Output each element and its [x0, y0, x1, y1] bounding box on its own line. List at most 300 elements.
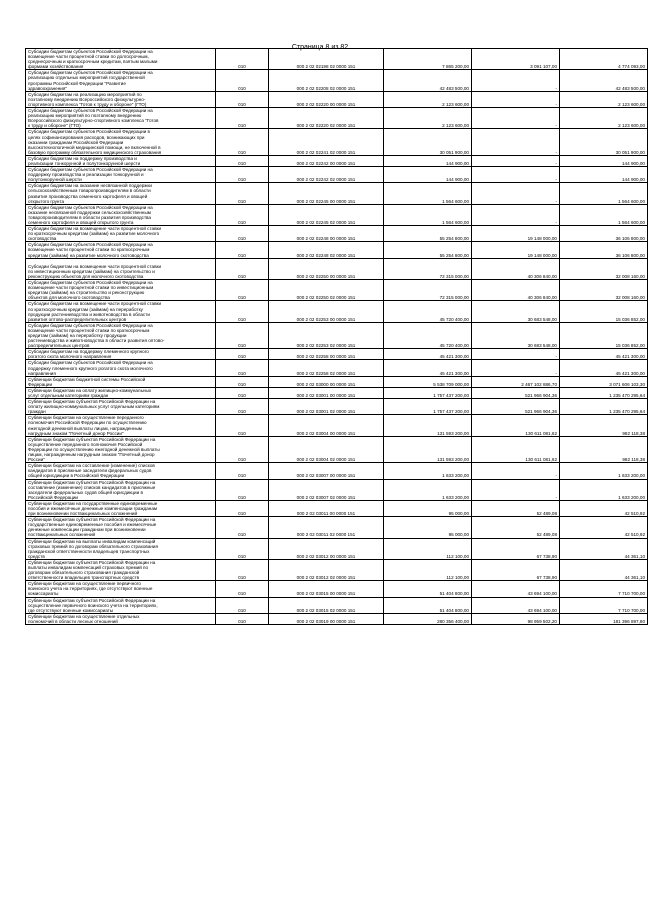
row-approved-amount-text: 45 421 300,00	[439, 370, 469, 376]
row-budget-code-text: 000 2 02 02245 02 0000 151	[296, 220, 356, 225]
row-budget-code-text: 000 2 02 02253 02 0000 151	[296, 343, 356, 349]
row-name-text: Субсидии бюджетам на возмещение части процентной ставки по инвестиционным кредитам (займам) на строительство и реконструкцию объектов для молочного скотоводства	[28, 263, 162, 279]
row-budget-code-cell	[269, 226, 384, 242]
row-admin-code-text: 010	[238, 177, 246, 183]
table-row	[26, 349, 648, 360]
row-approved-amount-text: 5 538 709 000,00	[433, 381, 469, 387]
row-approved-amount-text: 72 315 000,00	[439, 295, 469, 301]
row-unexecuted-amount-cell	[560, 517, 648, 538]
row-name-cell	[26, 479, 216, 500]
row-name-cell	[26, 49, 216, 70]
row-budget-code-cell	[269, 360, 384, 376]
row-budget-code-cell	[269, 415, 384, 436]
row-budget-code-text: 000 2 02 03004 00 0000 151	[296, 430, 356, 436]
row-approved-amount-cell	[384, 322, 472, 348]
row-budget-code-text: 000 2 02 03001 02 0000 151	[296, 409, 356, 415]
row-admin-code-cell	[216, 280, 269, 301]
table-body	[26, 49, 648, 625]
row-admin-code-text: 010	[238, 101, 246, 107]
row-name-cell	[26, 376, 216, 387]
row-name-text: Субвенции бюджетам субъектов Российской Федерации на государственные единовременные пособия и ежемесячные денежные компенсации гражданам при возникновении поствакцинальных осложнений	[28, 517, 157, 538]
row-name-cell	[26, 322, 216, 348]
row-unexecuted-amount-text: 1 235 470 295,64	[609, 393, 645, 398]
table-row	[26, 226, 648, 242]
row-unexecuted-amount-text: 181 396 897,80	[613, 618, 645, 624]
row-unexecuted-amount-cell	[560, 479, 648, 500]
row-admin-code-text: 010	[238, 85, 246, 91]
row-executed-amount-text: 40 306 840,00	[527, 273, 557, 279]
row-executed-amount-cell	[472, 129, 560, 155]
row-budget-code-cell	[269, 613, 384, 624]
row-budget-code-text: 000 2 02 03001 00 0000 151	[296, 393, 356, 398]
row-name-text: Субсидии бюджетам субъектов Российской Федерации на возмещение части процентной ставки по краткосрочным кредитам (займам) на развитие молочного скотоводства	[28, 242, 153, 258]
row-unexecuted-amount-text: 30 051 900,00	[615, 149, 645, 155]
row-approved-amount-cell	[384, 349, 472, 360]
row-approved-amount-cell	[384, 129, 472, 155]
row-unexecuted-amount-cell	[560, 301, 648, 322]
row-budget-code-text: 000 2 02 03004 02 0000 151	[296, 457, 356, 463]
row-name-cell	[26, 387, 216, 398]
row-admin-code-cell	[216, 479, 269, 500]
row-unexecuted-amount-text: 44 361,10	[624, 553, 645, 559]
row-name-text: Субвенции бюджетам на осуществление переданного полномочия Российской Федерации по осуществлению ежегодной денежной выплаты лицам, награжденным нагрудным знаком "Почетный донор России"	[28, 415, 147, 436]
row-approved-amount-text: 131 593 200,00	[437, 457, 469, 463]
row-admin-code-cell	[216, 376, 269, 387]
row-admin-code-cell	[216, 360, 269, 376]
row-admin-code-cell	[216, 301, 269, 322]
row-admin-code-text: 010	[238, 64, 246, 70]
row-admin-code-cell	[216, 204, 269, 225]
table-row	[26, 399, 648, 415]
table-row	[26, 108, 648, 129]
budget-revenue-table	[25, 48, 648, 625]
table-row	[26, 49, 648, 70]
row-budget-code-text: 000 2 02 03012 02 0000 151	[296, 575, 356, 581]
row-unexecuted-amount-cell	[560, 108, 648, 129]
row-executed-amount-cell	[472, 613, 560, 624]
row-budget-code-cell	[269, 183, 384, 204]
row-name-text: Субсидии бюджетам на поддержку производства и реализации тонкорунной и полутонкорунной шерсти	[28, 155, 141, 166]
row-budget-code-cell	[269, 559, 384, 580]
row-unexecuted-amount-cell	[560, 49, 648, 70]
row-admin-code-text: 010	[238, 343, 246, 349]
row-unexecuted-amount-cell	[560, 167, 648, 183]
row-approved-amount-cell	[384, 280, 472, 301]
row-unexecuted-amount-cell	[560, 463, 648, 479]
row-name-cell	[26, 436, 216, 462]
row-executed-amount-cell	[472, 360, 560, 376]
row-approved-amount-text: 45 720 400,00	[439, 343, 469, 349]
row-name-text: Субсидии бюджетам субъектов Российской Федерации на реализацию отдельных мероприятий государственной программы Российской Федерации "Развитие здравоохранения"	[28, 70, 153, 91]
row-name-cell	[26, 226, 216, 242]
row-admin-code-text: 010	[238, 618, 246, 624]
row-admin-code-cell	[216, 226, 269, 242]
row-executed-amount-text: -	[555, 473, 557, 479]
row-budget-code-cell	[269, 70, 384, 91]
row-unexecuted-amount-text: 4 774 093,00	[618, 64, 645, 70]
row-admin-code-text: 010	[238, 354, 246, 360]
table-row	[26, 479, 648, 500]
row-approved-amount-cell	[384, 415, 472, 436]
table-row	[26, 167, 648, 183]
row-executed-amount-text: 67 738,90	[536, 575, 557, 581]
row-name-text: Субсидии бюджетам субъектов Российской Федерации на возмещение части процентной ставки по краткосрочным кредитам (займам) на переработку продукции растениеводства и животноводства в области развития оптово- распределительных центров	[28, 322, 165, 349]
row-unexecuted-amount-cell	[560, 376, 648, 387]
row-budget-code-cell	[269, 167, 384, 183]
row-executed-amount-cell	[472, 280, 560, 301]
row-unexecuted-amount-text: 45 421 300,00	[615, 354, 645, 360]
row-unexecuted-amount-cell	[560, 387, 648, 398]
row-approved-amount-text: 144 900,00	[446, 177, 469, 183]
row-approved-amount-cell	[384, 463, 472, 479]
row-unexecuted-amount-text: 1 633 200,00	[618, 473, 645, 479]
row-name-cell	[26, 360, 216, 376]
row-approved-amount-text: 51 404 800,00	[439, 607, 469, 613]
row-budget-code-cell	[269, 91, 384, 107]
row-executed-amount-text: 98 959 502,20	[527, 618, 557, 624]
row-admin-code-text: 010	[238, 553, 246, 559]
row-name-cell	[26, 108, 216, 129]
row-admin-code-cell	[216, 70, 269, 91]
table-row	[26, 387, 648, 398]
row-unexecuted-amount-cell	[560, 581, 648, 597]
row-name-text: Субсидии бюджетам субъектов Российской Федерации на оказание несвязанной поддержки сельскохозяйственным товаропроизводителям в области развития производства семенного картофеля и овощей открытого грунта	[28, 204, 153, 225]
row-approved-amount-text: 72 315 000,00	[439, 273, 469, 279]
row-name-cell	[26, 349, 216, 360]
row-approved-amount-cell	[384, 500, 472, 516]
row-admin-code-cell	[216, 613, 269, 624]
row-budget-code-cell	[269, 280, 384, 301]
row-unexecuted-amount-text: 36 106 800,00	[615, 236, 645, 242]
row-name-cell	[26, 204, 216, 225]
row-executed-amount-cell	[472, 322, 560, 348]
row-approved-amount-text: 112 100,00	[446, 575, 469, 581]
row-executed-amount-cell	[472, 49, 560, 70]
row-executed-amount-text: -	[555, 370, 557, 376]
row-executed-amount-cell	[472, 538, 560, 559]
row-executed-amount-text: 30 683 548,00	[527, 316, 557, 322]
row-budget-code-text: 000 2 02 02220 00 0000 151	[296, 101, 356, 107]
row-budget-code-text: 000 2 02 02242 00 0000 151	[296, 160, 356, 166]
row-unexecuted-amount-text: 1 633 200,00	[618, 494, 645, 500]
row-approved-amount-text: 2 123 600,00	[442, 123, 469, 129]
row-approved-amount-text: 7 865 200,00	[442, 64, 469, 70]
row-unexecuted-amount-text: 45 421 300,00	[615, 370, 645, 376]
row-name-text: Субвенции бюджетам субъектов Российской Федерации на осуществление первичного воинского учета на территориях, где отсутствуют военные комиссариаты	[28, 597, 158, 613]
row-approved-amount-cell	[384, 204, 472, 225]
row-admin-code-text: 010	[238, 457, 246, 463]
row-unexecuted-amount-text: 144 900,00	[622, 177, 645, 183]
row-executed-amount-cell	[472, 108, 560, 129]
row-admin-code-cell	[216, 322, 269, 348]
row-executed-amount-cell	[472, 349, 560, 360]
row-admin-code-text: 010	[238, 575, 246, 581]
row-name-text: Субсидии бюджетам субъектов Российской Федерации на возмещение части процентной ставки по долгосрочным, среднесрочным и краткосрочным кредитам, взятым малыми формами хозяйствования	[28, 49, 158, 70]
row-executed-amount-text: 52 489,08	[536, 511, 557, 517]
row-approved-amount-text: 2 123 600,00	[442, 101, 469, 107]
row-approved-amount-cell	[384, 597, 472, 613]
row-name-text: Субсидии бюджетам на поддержку племенного крупного рогатого скота молочного направления	[28, 349, 149, 360]
row-approved-amount-text: 45 421 300,00	[439, 354, 469, 360]
row-unexecuted-amount-text: 1 564 600,00	[618, 220, 645, 225]
row-budget-code-text: 000 2 02 02220 02 0000 151	[296, 123, 356, 129]
row-name-cell	[26, 129, 216, 155]
row-name-cell	[26, 70, 216, 91]
row-budget-code-cell	[269, 479, 384, 500]
table-row	[26, 613, 648, 624]
row-admin-code-cell	[216, 399, 269, 415]
row-admin-code-text: 010	[238, 591, 246, 597]
row-admin-code-text: 010	[238, 409, 246, 415]
row-admin-code-text: 010	[238, 473, 246, 479]
row-approved-amount-cell	[384, 226, 472, 242]
table-row	[26, 70, 648, 91]
row-name-text: Субсидии бюджетам на возмещение части процентной ставки по краткосрочным кредитам (займам) на развитие молочного скотоводства	[28, 226, 162, 242]
row-approved-amount-cell	[384, 258, 472, 279]
row-admin-code-text: 010	[238, 494, 246, 500]
row-unexecuted-amount-text: 15 036 852,00	[615, 343, 645, 349]
row-executed-amount-cell	[472, 167, 560, 183]
table-row	[26, 538, 648, 559]
row-unexecuted-amount-text: 2 123 600,00	[618, 101, 645, 107]
row-name-text: Субвенции бюджетам на государственные единовременные пособия и ежемесячные денежные компенсации гражданам при возникновении поствакцинальных осложнений	[28, 500, 158, 517]
row-admin-code-cell	[216, 258, 269, 279]
row-executed-amount-cell	[472, 463, 560, 479]
row-budget-code-text: 000 2 02 03019 00 0000 151	[296, 618, 356, 624]
row-budget-code-cell	[269, 155, 384, 166]
row-approved-amount-text: 55 254 800,00	[439, 236, 469, 242]
row-admin-code-cell	[216, 538, 269, 559]
row-executed-amount-text: -	[555, 123, 557, 129]
row-name-cell	[26, 597, 216, 613]
row-admin-code-text: 010	[238, 607, 246, 613]
row-approved-amount-text: 1 633 200,00	[442, 494, 469, 500]
row-budget-code-text: 000 2 02 02248 00 0000 151	[296, 236, 356, 242]
row-approved-amount-text: 55 254 800,00	[439, 252, 469, 258]
row-admin-code-text: 010	[238, 295, 246, 301]
row-name-text: Субвенции бюджетам субъектов Российской Федерации на выплаты инвалидам компенсаций страховых премий по договорам обязательного страхования гражданской ответственности владельцев транспортных средств	[28, 559, 156, 581]
row-approved-amount-cell	[384, 479, 472, 500]
row-unexecuted-amount-cell	[560, 322, 648, 348]
row-unexecuted-amount-text: 1 564 600,00	[618, 198, 645, 204]
row-name-text: Субвенции бюджетам бюджетной системы Российской Федерации	[28, 376, 146, 387]
row-executed-amount-text: 2 467 102 886,70	[521, 381, 557, 387]
row-budget-code-text: 000 2 02 03007 00 0000 151	[296, 473, 356, 479]
row-approved-amount-cell	[384, 301, 472, 322]
table-row	[26, 242, 648, 258]
row-budget-code-text: 000 2 02 02208 02 0000 151	[296, 85, 356, 91]
row-admin-code-cell	[216, 108, 269, 129]
row-unexecuted-amount-cell	[560, 559, 648, 580]
row-unexecuted-amount-cell	[560, 183, 648, 204]
table-row	[26, 463, 648, 479]
row-name-cell	[26, 183, 216, 204]
row-approved-amount-cell	[384, 581, 472, 597]
row-name-cell	[26, 463, 216, 479]
row-name-text: Субсидии бюджетам на реализацию мероприятий по поэтапному внедрению Всероссийского физкультурно- спортивного комплекса "Готов к труду и обороне" (ГТО)	[28, 91, 147, 107]
row-budget-code-cell	[269, 538, 384, 559]
row-name-cell	[26, 167, 216, 183]
row-admin-code-text: 010	[238, 220, 246, 225]
row-admin-code-text: 010	[238, 123, 246, 129]
row-executed-amount-cell	[472, 183, 560, 204]
row-unexecuted-amount-cell	[560, 258, 648, 279]
row-unexecuted-amount-text: 44 361,10	[624, 575, 645, 581]
row-budget-code-text: 000 2 02 03015 02 0000 151	[296, 607, 356, 613]
row-executed-amount-text: -	[555, 149, 557, 155]
row-admin-code-text: 010	[238, 160, 246, 166]
row-unexecuted-amount-text: 982 118,38	[622, 430, 645, 436]
row-approved-amount-text: 51 404 800,00	[439, 591, 469, 597]
row-executed-amount-text: 43 694 100,00	[527, 591, 557, 597]
row-approved-amount-text: 144 900,00	[446, 160, 469, 166]
row-budget-code-cell	[269, 129, 384, 155]
row-budget-code-cell	[269, 204, 384, 225]
row-admin-code-cell	[216, 349, 269, 360]
row-admin-code-text: 010	[238, 198, 246, 204]
row-executed-amount-cell	[472, 479, 560, 500]
row-executed-amount-text: -	[555, 220, 557, 225]
row-executed-amount-cell	[472, 155, 560, 166]
row-executed-amount-text: 30 683 548,00	[527, 343, 557, 349]
row-name-text: Субсидии бюджетам на оказание несвязанной поддержки сельскохозяйственным товаропроизводителям в области развития производства семенного картофеля и овощей открытого грунта	[28, 183, 152, 204]
row-name-text: Субсидии бюджетам субъектов Российской Федерации в целях софинансирования расходов, возникающих при оказании гражданам Российской Федерации высокотехнологичной медицинской помощи, не включенной в базовую программу обязательного медицинского страхования	[28, 129, 162, 155]
row-executed-amount-text: 19 148 000,00	[527, 252, 557, 258]
table-row	[26, 301, 648, 322]
row-unexecuted-amount-cell	[560, 613, 648, 624]
row-executed-amount-cell	[472, 301, 560, 322]
row-executed-amount-text: -	[555, 85, 557, 91]
table-row	[26, 517, 648, 538]
page-number-header: Страница 8 из 82	[291, 44, 349, 51]
row-executed-amount-text: 40 306 840,00	[527, 295, 557, 301]
row-executed-amount-cell	[472, 258, 560, 279]
row-admin-code-cell	[216, 155, 269, 166]
row-budget-code-cell	[269, 376, 384, 387]
row-executed-amount-text: -	[555, 354, 557, 360]
row-unexecuted-amount-text: 36 106 800,00	[615, 252, 645, 258]
row-unexecuted-amount-cell	[560, 70, 648, 91]
row-unexecuted-amount-text: 7 710 700,00	[618, 591, 645, 597]
row-executed-amount-cell	[472, 500, 560, 516]
row-executed-amount-text: 3 091 107,00	[530, 64, 557, 70]
row-admin-code-cell	[216, 49, 269, 70]
row-budget-code-text: 000 2 02 02241 02 0000 151	[296, 149, 356, 155]
row-budget-code-cell	[269, 463, 384, 479]
row-executed-amount-text: 521 966 904,36	[525, 393, 557, 398]
table-row	[26, 376, 648, 387]
row-approved-amount-text: 95 000,00	[448, 511, 469, 517]
row-budget-code-cell	[269, 258, 384, 279]
row-name-cell	[26, 500, 216, 516]
row-unexecuted-amount-cell	[560, 500, 648, 516]
row-name-text: Субсидии бюджетам субъектов Российской Федерации на возмещение части процентной ставки по инвестиционным кредитам (займам) на строительство и реконструкцию объектов для молочного скотоводства	[28, 280, 154, 301]
row-approved-amount-cell	[384, 376, 472, 387]
row-unexecuted-amount-cell	[560, 242, 648, 258]
row-executed-amount-cell	[472, 376, 560, 387]
row-approved-amount-text: 42 483 500,00	[439, 85, 469, 91]
row-name-text: Субвенции бюджетам на составление (изменение) списков кандидатов в присяжные заседатели федеральных судов общей юрисдикции в Российской Федерации	[28, 463, 155, 479]
row-budget-code-cell	[269, 349, 384, 360]
row-unexecuted-amount-text: 7 710 700,00	[618, 607, 645, 613]
row-executed-amount-cell	[472, 415, 560, 436]
row-budget-code-text: 000 2 02 02248 02 0000 151	[296, 252, 356, 258]
row-approved-amount-text: 1 757 437 200,00	[433, 393, 469, 398]
row-admin-code-text: 010	[238, 430, 246, 436]
table-row	[26, 322, 648, 348]
row-admin-code-cell	[216, 559, 269, 580]
row-unexecuted-amount-text: 32 008 160,00	[615, 295, 645, 301]
row-approved-amount-text: 280 356 400,00	[437, 618, 469, 624]
row-unexecuted-amount-cell	[560, 597, 648, 613]
row-unexecuted-amount-cell	[560, 155, 648, 166]
table-row	[26, 581, 648, 597]
row-executed-amount-text: -	[555, 160, 557, 166]
row-unexecuted-amount-text: 982 118,38	[622, 457, 645, 463]
row-admin-code-cell	[216, 387, 269, 398]
row-unexecuted-amount-text: 42 483 500,00	[615, 85, 645, 91]
row-executed-amount-cell	[472, 70, 560, 91]
row-budget-code-cell	[269, 49, 384, 70]
row-unexecuted-amount-text: 2 123 600,00	[618, 123, 645, 129]
row-admin-code-text: 010	[238, 511, 246, 517]
row-budget-code-text: 000 2 02 03011 02 0000 151	[296, 532, 356, 538]
row-executed-amount-text: -	[555, 494, 557, 500]
row-name-text: Субсидии бюджетам субъектов Российской Федерации на поддержку племенного крупного рогатого скота молочного направления	[28, 360, 153, 376]
row-unexecuted-amount-text: 144 900,00	[622, 160, 645, 166]
row-budget-code-text: 000 2 02 02250 02 0000 151	[296, 295, 356, 301]
row-executed-amount-cell	[472, 581, 560, 597]
row-name-cell	[26, 613, 216, 624]
row-admin-code-text: 010	[238, 393, 246, 398]
row-approved-amount-cell	[384, 387, 472, 398]
row-name-text: Субсидии бюджетам субъектов Российской Федерации на реализацию мероприятий по поэтапному внедрению Всероссийского физкультурно-спортивного комплекса "Готов к труду и обороне" (ГТО)	[28, 108, 159, 129]
row-name-text: Субвенции бюджетам субъектов Российской Федерации на составление (изменение) списков кандидатов в присяжные заседатели федеральных судов общей юрисдикции в Российской Федерации	[28, 479, 156, 500]
row-executed-amount-text: -	[555, 177, 557, 183]
row-approved-amount-text: 45 720 400,00	[439, 316, 469, 322]
row-admin-code-text: 010	[238, 149, 246, 155]
row-executed-amount-text: 130 611 081,62	[525, 430, 557, 436]
row-admin-code-text: 010	[238, 252, 246, 258]
row-unexecuted-amount-text: 42 510,92	[624, 511, 645, 517]
row-budget-code-cell	[269, 597, 384, 613]
row-unexecuted-amount-cell	[560, 436, 648, 462]
table-row	[26, 258, 648, 279]
row-budget-code-text: 000 2 02 03015 00 0000 151	[296, 591, 356, 597]
row-unexecuted-amount-text: 3 071 606 103,30	[609, 381, 645, 387]
row-budget-code-text: 000 2 02 02242 02 0000 151	[296, 177, 356, 183]
table-row	[26, 597, 648, 613]
table-row	[26, 280, 648, 301]
row-name-cell	[26, 258, 216, 279]
table-row	[26, 360, 648, 376]
row-approved-amount-text: 1 757 437 200,00	[433, 409, 469, 415]
row-executed-amount-cell	[472, 226, 560, 242]
row-approved-amount-cell	[384, 242, 472, 258]
row-admin-code-text: 010	[238, 273, 246, 279]
row-approved-amount-cell	[384, 155, 472, 166]
row-budget-code-text: 000 2 02 03012 00 0000 151	[296, 553, 356, 559]
row-unexecuted-amount-cell	[560, 280, 648, 301]
row-admin-code-text: 010	[238, 381, 246, 387]
row-executed-amount-text: 43 694 100,00	[527, 607, 557, 613]
row-name-cell	[26, 242, 216, 258]
row-approved-amount-text: 95 000,00	[448, 532, 469, 538]
row-executed-amount-cell	[472, 242, 560, 258]
table-row	[26, 155, 648, 166]
row-budget-code-cell	[269, 436, 384, 462]
row-unexecuted-amount-cell	[560, 226, 648, 242]
